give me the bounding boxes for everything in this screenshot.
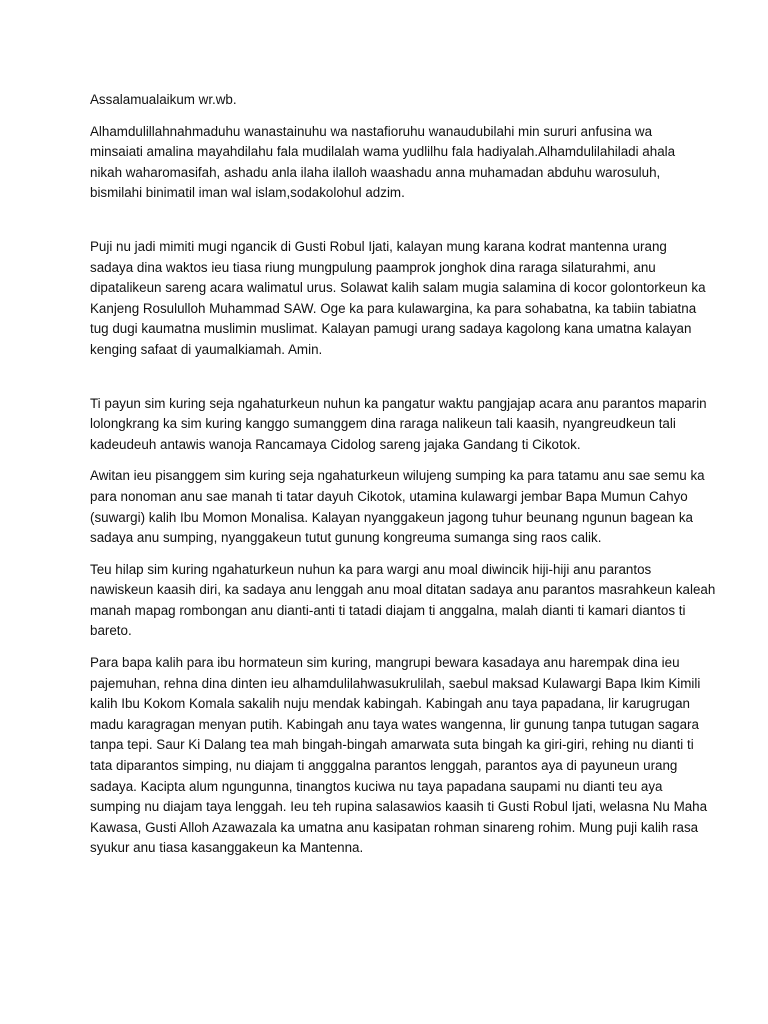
text-line: Ti payun sim kuring seja ngahaturkeun nuhun ka pangatur waktu pangjajap acara anu parantos maparin [90, 395, 707, 411]
paragraph-thanks-relatives [90, 560, 716, 642]
text-line: tug dugi kaumatna muslimin muslimat. Kalayan pamugi urang sadaya kagolong kana umatna kalayan [90, 321, 692, 337]
text-line: bareto. [90, 623, 132, 639]
text-line: Alhamdulillahnahmaduhu wanastainuhu wa nastafioruhu wanaudubilahi min sururi anfusina wa [90, 123, 653, 139]
text-line: nikah waharomasifah, ashadu anla ilaha ilalloh waashadu anna muhamadan abduhu warosuluh, [90, 164, 661, 180]
text-line: kadeudeuh antawis wanoja Rancamaya Cidolog sareng jajaka Gandang ti Cikotok. [90, 436, 581, 452]
text-line: para nonoman anu sae manah ti tatar dayuh Cikotok, utamina kulawargi jembar Bapa Mumun Cahyo [90, 488, 688, 504]
text-line: minsaiati amalina mayahdilahu fala mudilalah wama yudlilhu fala hadiyalah.Alhamdulilahiladi ahala [90, 144, 676, 160]
text-line: dipatalikeun sareng acara walimatul urus. Solawat kalih salam mugia salamina di kocor golontorkeun ka [90, 280, 706, 296]
text-line: manah mapag rombongan anu dianti-anti ti tatadi diajam ti anggalna, malah dianti ti kamari diantos ti [90, 602, 686, 618]
text-line: Puji nu jadi mimiti mugi ngancik di Gusti Robul Ijati, kalayan mung karana kodrat mantenna urang [90, 238, 667, 254]
paragraph-praise [90, 237, 706, 361]
text-line: lolongkrang ka sim kuring kanggo sumanggem dina raraga nalikeun tali kaasih, nyangreudkeun tali [90, 416, 676, 432]
text-line: tata diparantos simping, nu diajam ti angggalna parantos lenggah, parantos aya di payuneun urang [90, 758, 678, 774]
text-line: syukur anu tiasa kasanggakeun ka Mantenna. [90, 840, 364, 856]
text-line: Para bapa kalih para ibu hormateun sim kuring, mangrupi bewara kasadaya anu harempak dina ieu [90, 655, 680, 671]
text-line: sadaya. Kacipta alum ngungunna, tinangtos kuciwa nu taya papadana saupami nu dianti teu aya [90, 778, 663, 794]
paragraph-welcome [90, 466, 705, 548]
text-line: sadaya dina waktos ieu tiasa riung mungpulung paamprok jonghok dina raraga silaturahmi, anu [90, 259, 656, 275]
text-line: kenging safaat di yaumalkiamah. Amin. [90, 341, 323, 357]
paragraph-opening-prayer [90, 122, 690, 204]
text-line: Awitan ieu pisanggem sim kuring seja ngahaturkeun wilujeng sumping ka para tatamu anu sae semu ka [90, 468, 705, 484]
text-line: tanpa tepi. Saur Ki Dalang tea mah bingah-bingah amarwata suta bingah ka giri-giri, rehing nu dianti ti [90, 737, 694, 753]
text-line: Teu hilap sim kuring ngahaturkeun nuhun ka para wargi anu moal diwincik hiji-hiji anu parantos [90, 561, 652, 577]
text-line: Kanjeng Rosululloh Muhammad SAW. Oge ka para kulawargina, ka para sohabatna, ka tabiin tabiatna [90, 300, 697, 316]
text-line: nawiskeun kaasih diri, ka sadaya anu lenggah anu moal ditatan sadaya anu parantos masrahkeun kaleah [90, 582, 716, 598]
paragraph-announcement [90, 653, 708, 859]
text-line: bismilahi binimatil iman wal islam,sodakolohul adzim. [90, 185, 405, 201]
text-line: madu karagragan menyan putih. Kabingah anu taya wates wangenna, lir gunung tanpa tutugan sagara [90, 716, 699, 732]
document-page [90, 90, 716, 859]
text-line: Assalamualaikum wr.wb. [90, 92, 237, 107]
text-line: sadaya anu sumping, nyanggakeun tutut gunung kongreuma sumanga sing raos calik. [90, 530, 602, 546]
paragraph-thanks-organizer [90, 394, 707, 456]
greeting [90, 90, 690, 111]
text-line: kalih Ibu Kokom Komala sakalih nuju mendak kabingah. Kabingah anu taya papadana, lir karugrugan [90, 696, 691, 712]
text-line: pajemuhan, rehna dina dinten ieu alhamdulilahwasukrulilah, saebul maksad Kulawargi Bapa Ikim Kimili [90, 675, 701, 691]
text-line: sumping nu diajam taya lenggah. Ieu teh rupina salasawios kaasih ti Gusti Robul Ijati, welasna Nu Maha [90, 799, 708, 815]
text-line: Kawasa, Gusti Alloh Azawazala ka umatna anu kasipatan rohman sinareng rohim. Mung puji kalih rasa [90, 819, 699, 835]
text-line: (suwargi) kalih Ibu Momon Monalisa. Kalayan nyanggakeun jagong tuhur beunang ngunun bagean ka [90, 509, 693, 525]
